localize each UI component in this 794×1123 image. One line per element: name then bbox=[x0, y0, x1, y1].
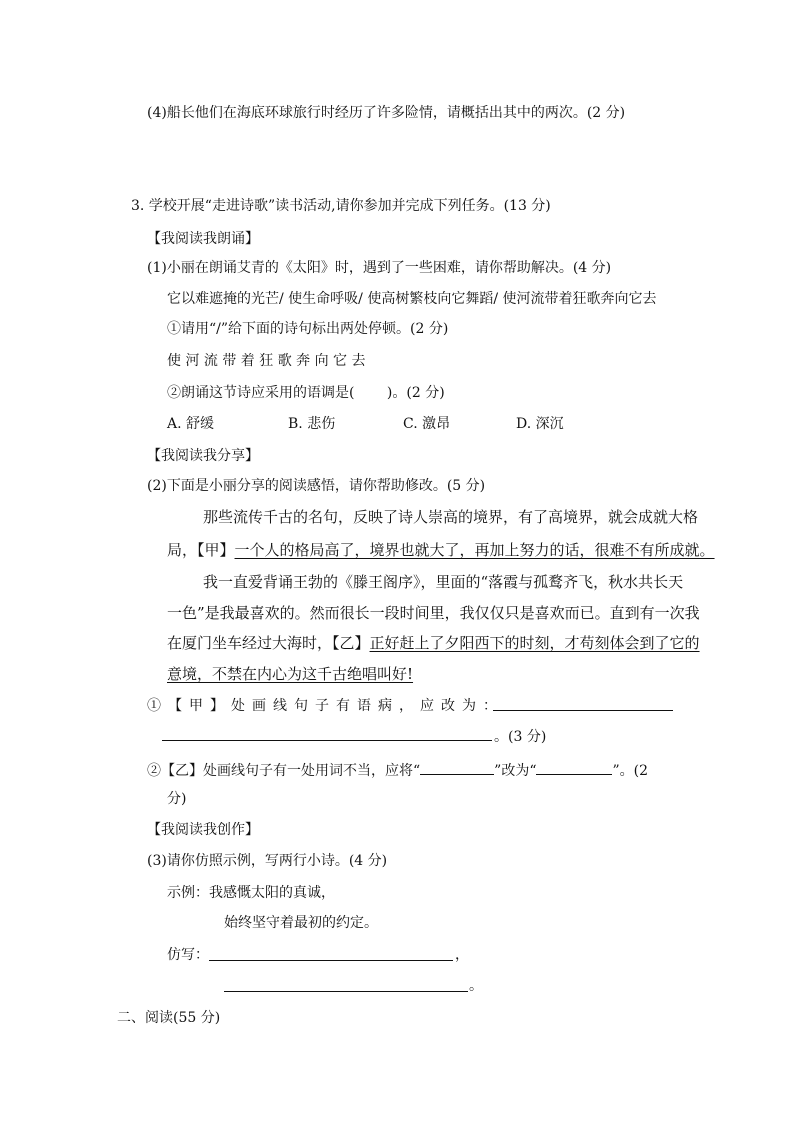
option-d: D. 深沉 bbox=[516, 416, 564, 432]
passage-text: 局， bbox=[167, 541, 198, 559]
subquestion-2b-mid: ”改为“ bbox=[494, 763, 537, 779]
section-heading-recite: 【我阅读我朗诵】 bbox=[147, 231, 259, 247]
subquestion-2a bbox=[147, 697, 504, 715]
option-a: A. 舒缓 bbox=[167, 416, 215, 432]
subquestion-2a-label: ①【甲】处画线句子有语病，应改为： bbox=[147, 698, 504, 714]
passage-line-jia bbox=[167, 541, 715, 559]
passage-line-yi bbox=[167, 634, 700, 652]
subquestion-1b: ②朗诵这节诗应采用的语调是( )。(2 分) bbox=[167, 385, 445, 401]
answer-blank-2b-original[interactable] bbox=[420, 760, 494, 775]
section-heading-create: 【我阅读我创作】 bbox=[147, 822, 259, 838]
imitation-blank-line1[interactable] bbox=[209, 960, 453, 961]
option-c: C. 激昂 bbox=[403, 416, 451, 432]
passage-line: 那些流传千古的名句，反映了诗人崇高的境界，有了高境界，就会成就大格 bbox=[203, 508, 699, 526]
marker-yi: 【乙】 bbox=[332, 634, 370, 652]
subquestion-2b bbox=[147, 760, 648, 780]
example-line-1: 示例：我感慨太阳的真诚， bbox=[167, 885, 335, 901]
answer-blank-2a-line2[interactable] bbox=[162, 740, 492, 741]
imitation-label: 仿写： bbox=[167, 947, 209, 963]
imitation-blank-line2[interactable] bbox=[224, 991, 468, 992]
underlined-sentence-yi: 正好赶上了夕阳西下的时刻，才苟刻体会到了它的 bbox=[369, 634, 700, 652]
subquestion-1a: ①请用“/”给下面的诗句标出两处停顿。(2 分) bbox=[167, 321, 449, 337]
question-2-4: (4)船长他们在海底环球旅行时经历了许多险情，请概括出其中的两次。(2 分) bbox=[147, 105, 626, 121]
answer-blank-2a-line1[interactable] bbox=[493, 710, 673, 711]
underlined-sentence-jia: 一个人的格局高了，境界也就大了，再加上努力的话，很难不有所成就。 bbox=[234, 541, 715, 559]
poem-line-to-mark: 使 河 流 带 着 狂 歌 奔 向 它 去 bbox=[167, 353, 366, 369]
subquestion-1: (1)小丽在朗诵艾青的《太阳》时，遇到了一些困难，请你帮助解决。(4 分) bbox=[147, 260, 612, 276]
passage-line: 我一直爱背诵王勃的《滕王阁序》，里面的“落霞与孤鹜齐飞，秋水共长天 bbox=[203, 573, 684, 591]
section-heading-share: 【我阅读我分享】 bbox=[147, 448, 259, 464]
underlined-sentence-yi-end: 意境，不禁在内心为这千古绝唱叫好! bbox=[167, 665, 414, 683]
passage-line: 一色”是我最喜欢的。然而很长一段时间里，我仅仅只是喜欢而已。直到有一次我 bbox=[167, 604, 700, 622]
subquestion-2b-end: ”。(2 bbox=[612, 763, 649, 779]
imitation-comma: ， bbox=[455, 947, 469, 963]
example-line-2: 始终坚守着最初的约定。 bbox=[224, 915, 378, 931]
score-2a: 。(3 分) bbox=[494, 729, 547, 745]
poem-text: 它以难遮掩的光芒/ 使生命呼吸/ 使高树繁枝向它舞蹈/ 使河流带着狂歌奔向它去 bbox=[167, 291, 657, 307]
question-3-title: 3. 学校开展“走进诗歌”读书活动,请你参加并完成下列任务。(13 分) bbox=[131, 198, 551, 214]
marker-jia: 【甲】 bbox=[197, 541, 235, 559]
subquestion-2b-text: ②【乙】处画线句子有一处用词不当，应将“ bbox=[147, 763, 421, 779]
imitation-period: 。 bbox=[469, 978, 483, 994]
option-b: B. 悲伤 bbox=[288, 416, 336, 432]
passage-line-yi-end bbox=[167, 665, 413, 683]
section-2-heading: 二、阅读(55 分) bbox=[117, 1010, 221, 1026]
subquestion-2: (2)下面是小丽分享的阅读感悟，请你帮助修改。(5 分) bbox=[147, 478, 486, 494]
answer-blank-2b-replacement[interactable] bbox=[536, 760, 612, 775]
passage-text: 在厦门坐车经过大海时， bbox=[167, 634, 333, 652]
subquestion-3: (3)请你仿照示例，写两行小诗。(4 分) bbox=[147, 853, 388, 869]
score-2b-tail: 分) bbox=[167, 791, 187, 807]
